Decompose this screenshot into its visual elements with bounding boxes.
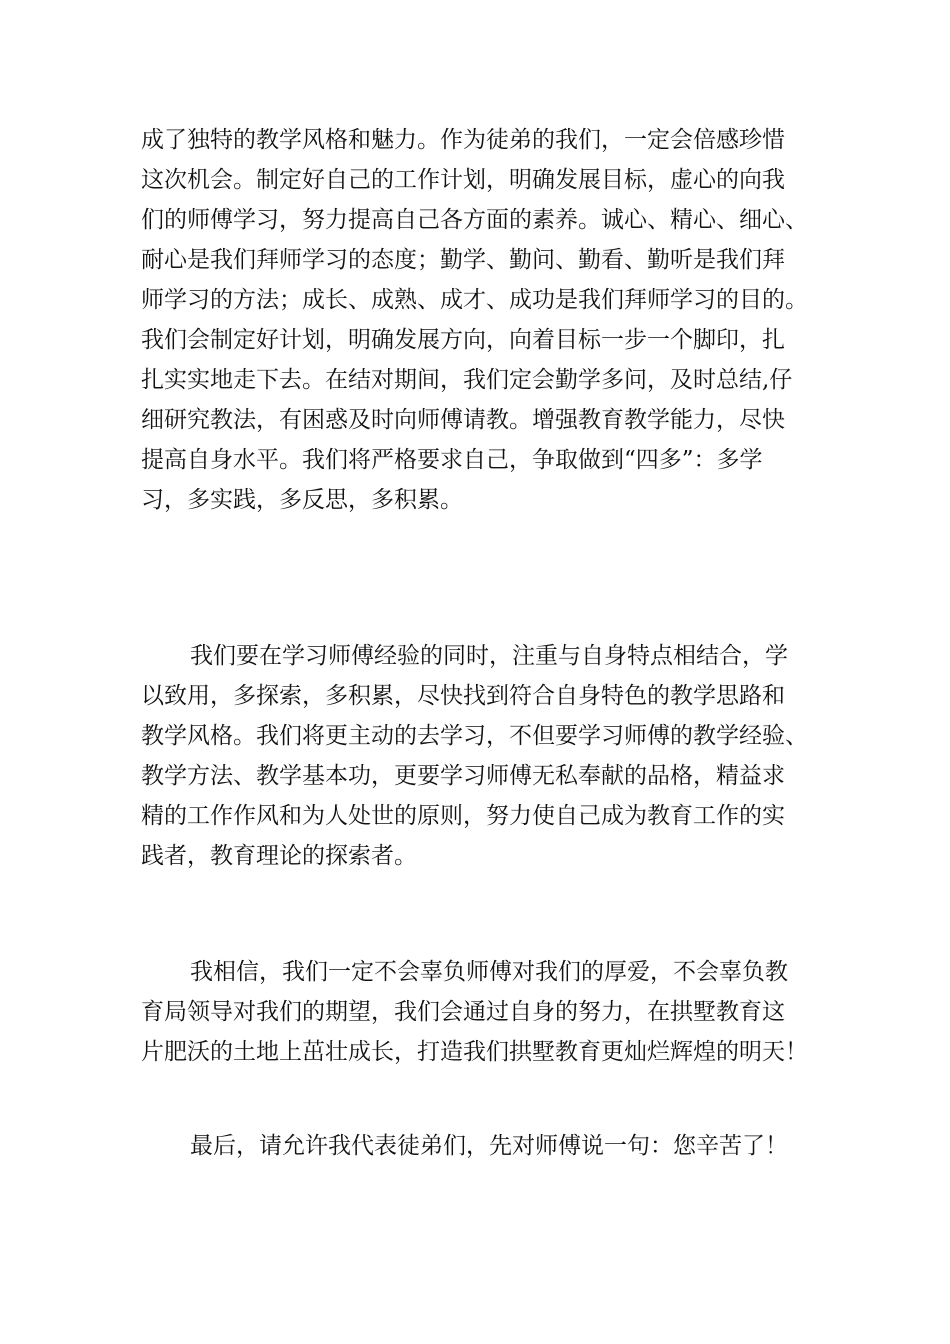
text-line: 育局领导对我们的期望，我们会通过自身的努力，在拱墅教育这 xyxy=(141,999,785,1025)
text-line: 这次机会。制定好自己的工作计划，明确发展目标，虚心的向我 xyxy=(141,167,785,193)
text-line: 扎实实地走下去。在结对期间，我们定会勤学多问，及时总结,仔 xyxy=(141,367,793,393)
text-line: 我相信，我们一定不会辜负师傅对我们的厚爱，不会辜负教 xyxy=(190,959,788,985)
paragraph-closing xyxy=(141,1126,831,1166)
paragraph-belief xyxy=(141,952,831,1072)
text-line: 我们要在学习师傅经验的同时，注重与自身特点相结合，学 xyxy=(190,643,788,669)
text-line: 片肥沃的土地上茁壮成长，打造我们拱墅教育更灿烂辉煌的明天！ xyxy=(141,1039,808,1065)
text-line: 教学风格。我们将更主动的去学习，不但要学习师傅的教学经验、 xyxy=(141,723,808,749)
paragraph-commitment xyxy=(141,120,831,520)
text-line: 我们会制定好计划，明确发展方向，向着目标一步一个脚印，扎 xyxy=(141,327,785,353)
text-line: 习，多实践，多反思，多积累。 xyxy=(141,487,463,513)
text-line: 最后，请允许我代表徒弟们，先对师傅说一句：您辛苦了！ xyxy=(190,1133,788,1159)
paragraph-learning xyxy=(141,636,831,876)
text-line: 践者，教育理论的探索者。 xyxy=(141,843,417,869)
text-line: 教学方法、教学基本功，更要学习师傅无私奉献的品格，精益求 xyxy=(141,763,785,789)
text-line: 师学习的方法；成长、成熟、成才、成功是我们拜师学习的目的。 xyxy=(141,287,808,313)
text-line: 细研究教法，有困惑及时向师傅请教。增强教育教学能力，尽快 xyxy=(141,407,785,433)
text-line: 成了独特的教学风格和魅力。作为徒弟的我们，一定会倍感珍惜 xyxy=(141,127,785,153)
text-line: 以致用，多探索，多积累，尽快找到符合自身特色的教学思路和 xyxy=(141,683,785,709)
text-line: 耐心是我们拜师学习的态度；勤学、勤问、勤看、勤听是我们拜 xyxy=(141,247,785,273)
text-line: 们的师傅学习，努力提高自己各方面的素养。诚心、精心、细心、 xyxy=(141,207,808,233)
text-line: 提高自身水平。我们将严格要求自己，争取做到“四多”：多学 xyxy=(141,447,763,473)
text-line: 精的工作作风和为人处世的原则，努力使自己成为教育工作的实 xyxy=(141,803,785,829)
